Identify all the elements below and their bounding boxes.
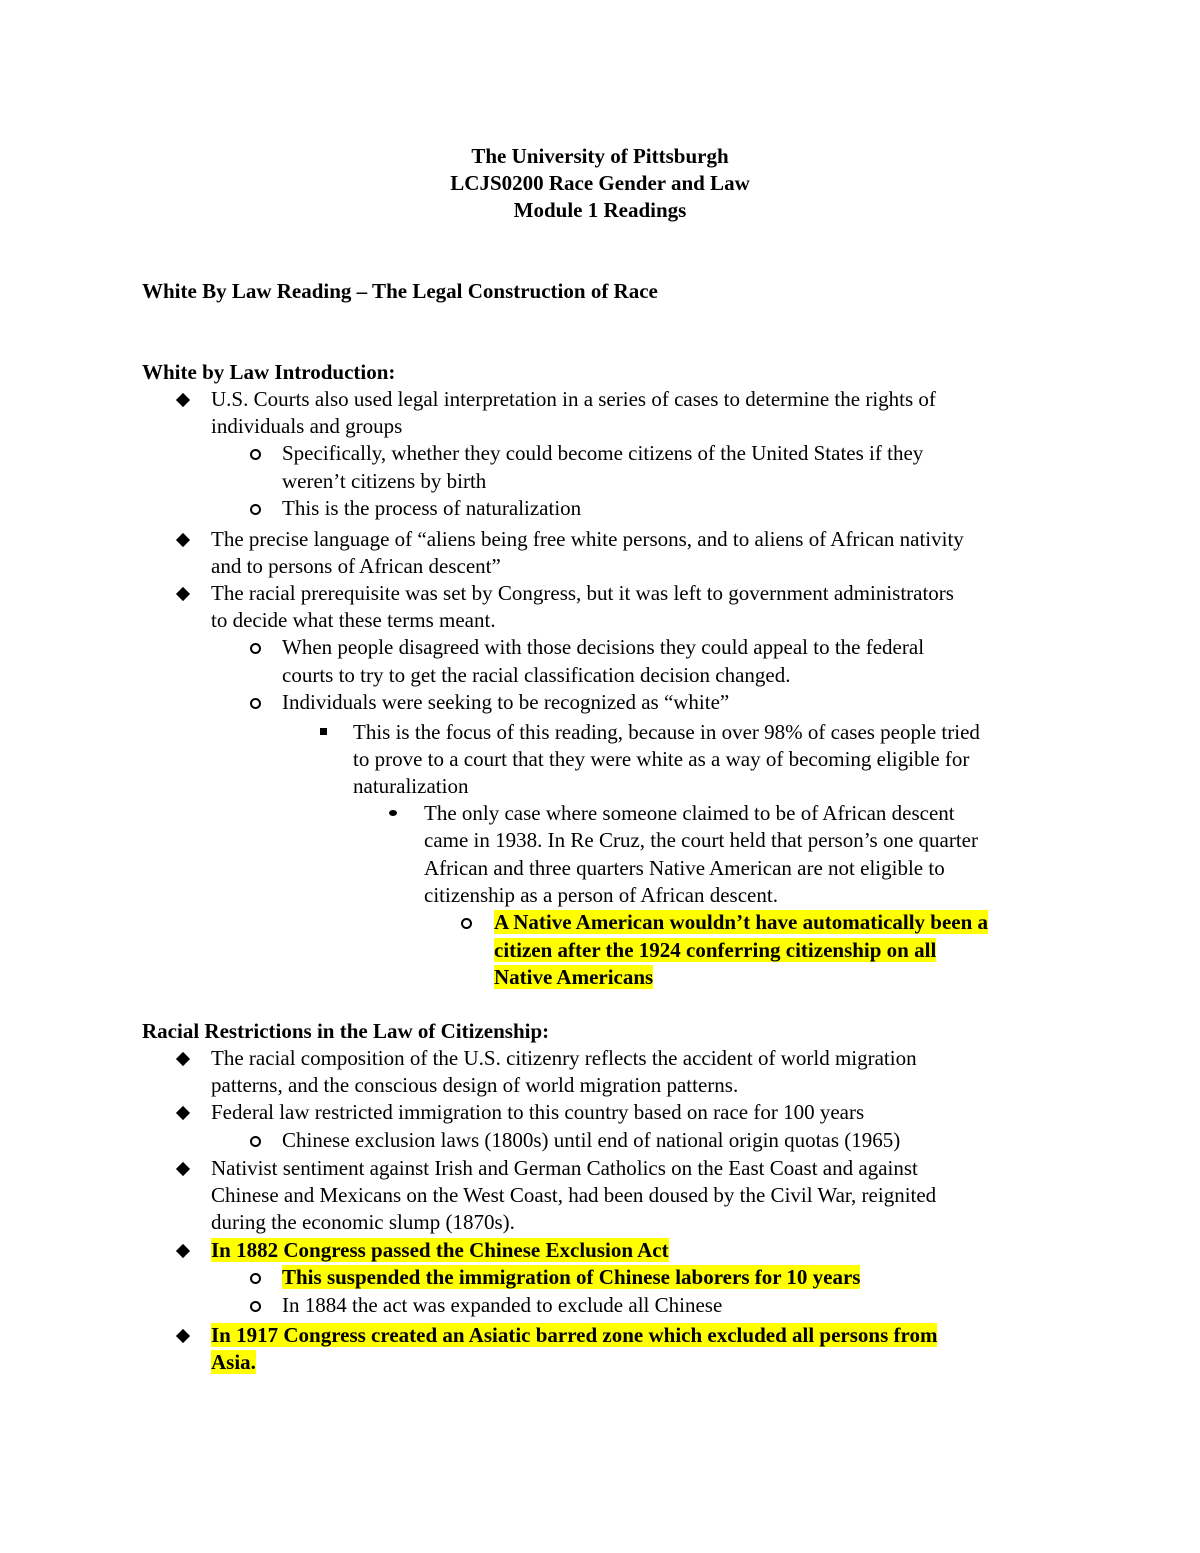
list-item-line: courts to try to get the racial classification decision changed. (282, 663, 791, 687)
diamond-bullet-icon (176, 393, 190, 407)
highlighted-line: This suspended the immigration of Chinese laborers for 10 years (282, 1265, 861, 1289)
highlighted-line: citizen after the 1924 conferring citizenship on all (494, 938, 937, 962)
module-title: Module 1 Readings (513, 198, 687, 222)
diamond-bullet-icon (176, 1052, 190, 1066)
course-title: LCJS0200 Race Gender and Law (450, 171, 750, 195)
diamond-bullet-icon (176, 1244, 190, 1258)
list-item-line: U.S. Courts also used legal interpretation in a series of cases to determine the rights of (211, 387, 936, 411)
list-item-line: Specifically, whether they could become citizens of the United States if they (282, 441, 924, 465)
square-bullet-icon (320, 728, 327, 735)
list-item-line: citizenship as a person of African descent. (424, 883, 778, 907)
section-heading-introduction: White by Law Introduction: (142, 360, 396, 384)
diamond-bullet-icon (176, 1329, 190, 1343)
dot-bullet-icon (389, 810, 397, 816)
highlighted-line: Asia. (211, 1350, 256, 1374)
circle-bullet-icon (250, 449, 261, 460)
circle-bullet-icon (250, 1273, 261, 1284)
reading-title: White By Law Reading – The Legal Construction of Race (142, 279, 658, 303)
list-item-line: Chinese exclusion laws (1800s) until end of national origin quotas (1965) (282, 1128, 901, 1152)
list-item-line: Individuals were seeking to be recognized as “white” (282, 690, 730, 714)
list-item-line: came in 1938. In Re Cruz, the court held that person’s one quarter (424, 828, 978, 852)
list-item-line: naturalization (353, 774, 469, 798)
list-item-line: When people disagreed with those decisions they could appeal to the federal (282, 635, 925, 659)
circle-bullet-icon (461, 918, 472, 929)
list-item-line: Federal law restricted immigration to this country based on race for 100 years (211, 1100, 865, 1124)
list-item-line: The only case where someone claimed to be of African descent (424, 801, 955, 825)
circle-bullet-icon (250, 698, 261, 709)
highlighted-line: Native Americans (494, 965, 654, 989)
list-item-line: Nativist sentiment against Irish and German Catholics on the East Coast and against (211, 1156, 918, 1180)
diamond-bullet-icon (176, 1162, 190, 1176)
list-item-line: individuals and groups (211, 414, 403, 438)
list-item-line: patterns, and the conscious design of world migration patterns. (211, 1073, 739, 1097)
list-item-line: The precise language of “aliens being free white persons, and to aliens of African nativity (211, 527, 964, 551)
highlighted-line: In 1882 Congress passed the Chinese Exclusion Act (211, 1238, 669, 1262)
list-item-line: and to persons of African descent” (211, 554, 501, 578)
list-item-line: This is the focus of this reading, because in over 98% of cases people tried (353, 720, 980, 744)
highlighted-line: In 1917 Congress created an Asiatic barred zone which excluded all persons from (211, 1323, 938, 1347)
diamond-bullet-icon (176, 587, 190, 601)
circle-bullet-icon (250, 504, 261, 515)
list-item-line: In 1884 the act was expanded to exclude all Chinese (282, 1293, 723, 1317)
diamond-bullet-icon (176, 1106, 190, 1120)
university-title: The University of Pittsburgh (471, 144, 729, 168)
list-item-line: This is the process of naturalization (282, 496, 582, 520)
circle-bullet-icon (250, 1136, 261, 1147)
section-heading-citizenship: Racial Restrictions in the Law of Citizenship: (142, 1019, 550, 1043)
list-item-line: The racial prerequisite was set by Congress, but it was left to government administrators (211, 581, 954, 605)
circle-bullet-icon (250, 1301, 261, 1312)
circle-bullet-icon (250, 643, 261, 654)
list-item-line: African and three quarters Native American are not eligible to (424, 856, 945, 880)
list-item-line: during the economic slump (1870s). (211, 1210, 515, 1234)
list-item-line: The racial composition of the U.S. citizenry reflects the accident of world migration (211, 1046, 917, 1070)
list-item-line: to decide what these terms meant. (211, 608, 496, 632)
list-item-line: to prove to a court that they were white as a way of becoming eligible for (353, 747, 970, 771)
highlighted-line: A Native American wouldn’t have automatically been a (494, 910, 989, 934)
list-item-line: Chinese and Mexicans on the West Coast, had been doused by the Civil War, reignited (211, 1183, 937, 1207)
diamond-bullet-icon (176, 533, 190, 547)
list-item-line: weren’t citizens by birth (282, 469, 487, 493)
